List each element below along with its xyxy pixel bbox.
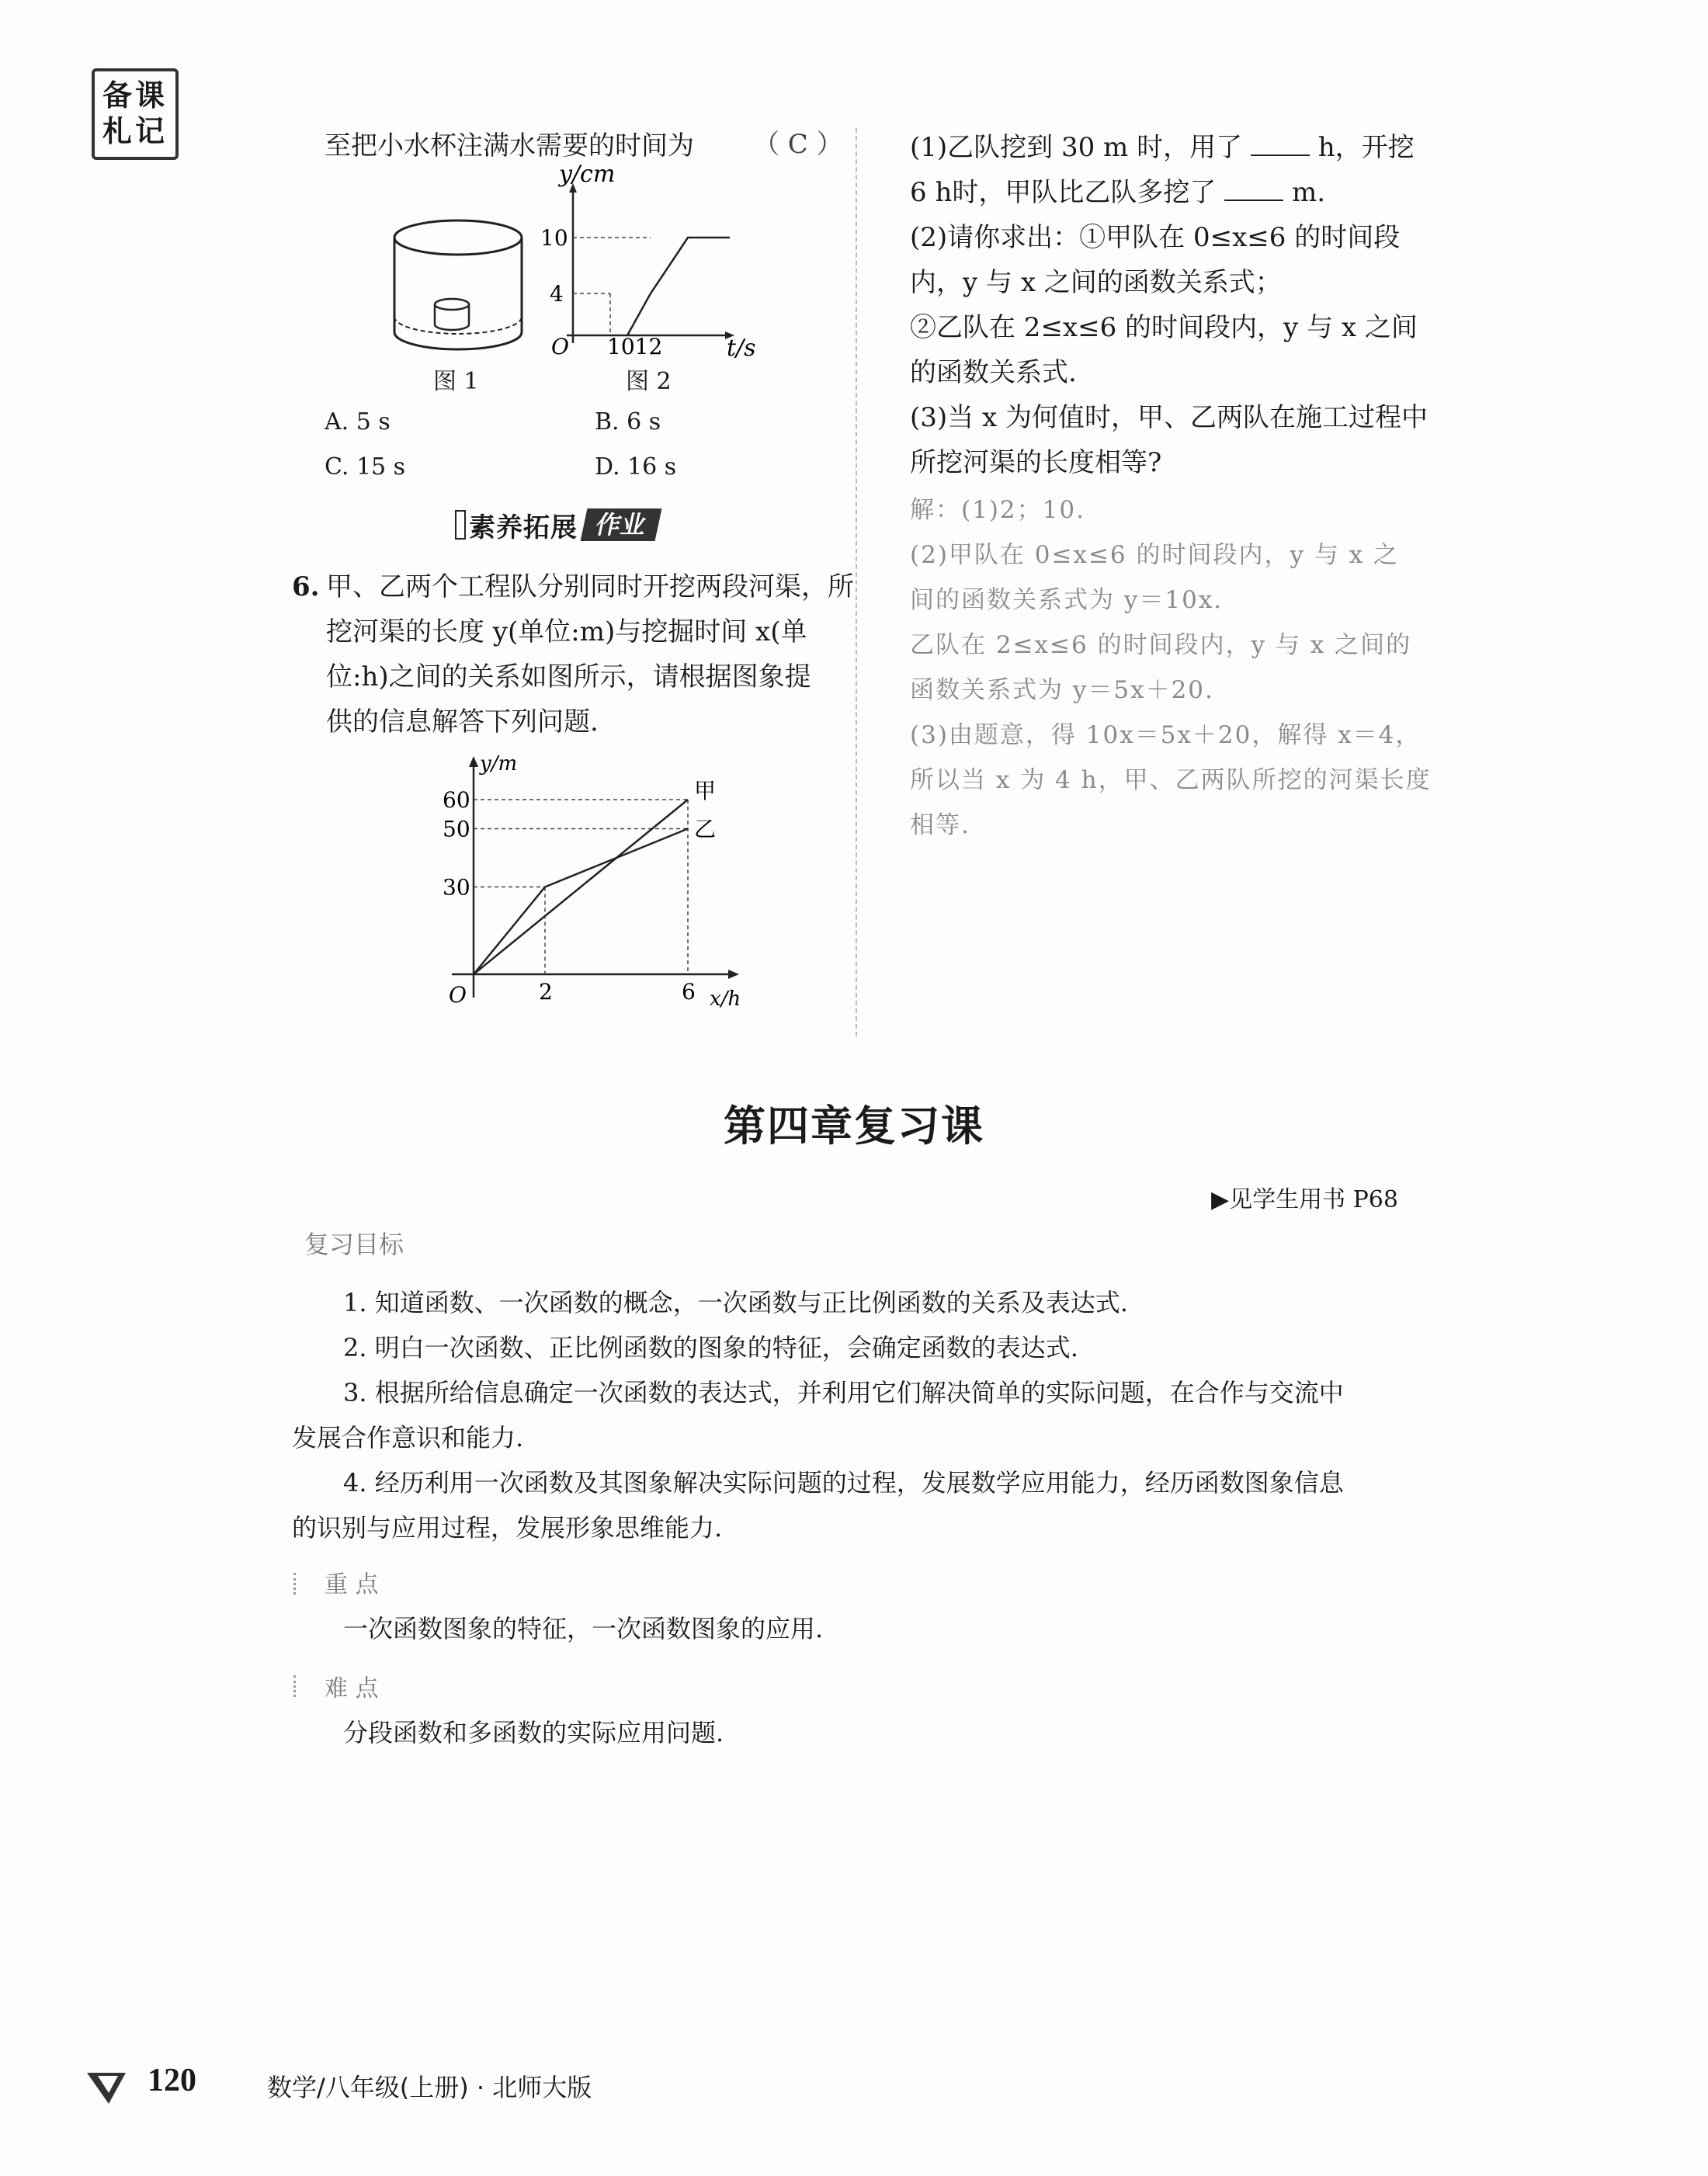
q6-right-line-3: (2)请你求出：①甲队在 0≤x≤6 的时间段 — [910, 222, 1401, 253]
x-axis-arrow — [728, 970, 739, 979]
key-marker — [293, 1573, 298, 1595]
figure-2-graph — [536, 161, 784, 362]
y-tick-30: 30 — [443, 874, 470, 901]
y-tick-60: 60 — [443, 787, 470, 813]
option-c: C. 15 s — [325, 453, 406, 481]
goal-1: 1. 知道函数、一次函数的概念，一次函数与正比例函数的关系及表达式. — [343, 1288, 1128, 1317]
goal-2: 2. 明白一次函数、正比例函数的图象的特征，会确定函数的表达式. — [343, 1333, 1078, 1362]
option-a: A. 5 s — [325, 408, 391, 436]
chapter-title: 第四章复习课 — [724, 1102, 984, 1150]
x-tick-2: 2 — [539, 979, 553, 1005]
page-corner-icon — [81, 2065, 135, 2108]
goal-4-cont: 的识别与应用过程，发展形象思维能力. — [292, 1513, 723, 1543]
answer-blank-2[interactable] — [1224, 176, 1283, 201]
q6-line-4: 供的信息解答下列问题. — [326, 706, 599, 737]
q6-right-line-8: 所挖河渠的长度相等? — [910, 447, 1162, 478]
figure-2-caption: 图 2 — [626, 368, 672, 395]
q6-r2b: m. — [1291, 177, 1326, 208]
solution-line-5: 函数关系式为 y＝5x＋20. — [910, 676, 1214, 704]
q5-stem: 至把小水杯注满水需要的时间为 — [325, 130, 694, 161]
notes-stamp — [92, 68, 179, 160]
y-axis-label: y/m — [480, 752, 518, 776]
q6-line-3: 位:h)之间的关系如图所示，请根据图象提 — [326, 661, 811, 692]
solution-line-8: 相等. — [910, 811, 970, 839]
option-b: B. 6 s — [595, 408, 661, 436]
figure-1-caption: 图 1 — [433, 368, 479, 395]
banner-right: 作业 — [581, 508, 662, 541]
solution-line-3: 间的函数关系式为 y＝10x. — [910, 586, 1224, 614]
option-d: D. 16 s — [595, 453, 677, 481]
banner-marker-icon — [455, 510, 466, 540]
y-axis-arrow — [469, 756, 478, 767]
origin-label: O — [449, 982, 467, 1008]
series-label-1: 乙 — [694, 816, 717, 842]
x-tick-6: 6 — [682, 979, 696, 1005]
answer-blank-1[interactable] — [1251, 131, 1310, 156]
fig2-tick-4: 4 — [550, 281, 564, 307]
solution-line-6: (3)由题意，得 10x＝5x＋20，解得 x＝4， — [910, 721, 1422, 749]
solution-line-4: 乙队在 2≤x≤6 的时间段内，y 与 x 之间的 — [910, 631, 1412, 659]
figure-1-cylinder — [388, 216, 528, 356]
fig2-tick-10: 10 — [540, 225, 568, 251]
stamp-line-2: 札记 — [102, 113, 168, 148]
goal-3-cont: 发展合作意识和能力. — [292, 1423, 524, 1452]
fig2-x-ticks: 1012 — [607, 334, 663, 359]
goal-4: 4. 经历利用一次函数及其图象解决实际问题的过程，发展数学应用能力，经历函数图象信息 — [343, 1468, 1344, 1498]
q6-right-line-6: 的函数关系式. — [910, 357, 1077, 388]
fig2-x-label: t/s — [727, 335, 756, 362]
stamp-line-1: 备课 — [102, 78, 168, 113]
difficulty-heading: 难 点 — [325, 1675, 379, 1702]
goals-heading: 复习目标 — [304, 1230, 404, 1259]
student-book-ref: ▶见学生用书 P68 — [1211, 1186, 1398, 1213]
q6-number: 6. — [292, 571, 320, 602]
series-label-0: 甲 — [694, 778, 717, 803]
q6-line-2: 挖河渠的长度 y(单位:m)与挖掘时间 x(单 — [326, 616, 807, 647]
q6-right-line-5: ②乙队在 2≤x≤6 的时间段内，y 与 x 之间 — [910, 312, 1418, 343]
section-banner — [455, 508, 658, 542]
q6-right-line-4: 内，y 与 x 之间的函数关系式； — [910, 267, 1282, 298]
solution-line-2: (2)甲队在 0≤x≤6 的时间段内，y 与 x 之 — [910, 541, 1400, 569]
q6-right-line-2 — [910, 169, 1325, 216]
book-info: 数学/八年级(上册) · 北师大版 — [267, 2073, 592, 2102]
y-tick-50: 50 — [443, 816, 470, 842]
x-axis-label: x/h — [710, 987, 741, 1011]
q6-right-line-1 — [910, 124, 1415, 171]
page-number: 120 — [148, 2063, 196, 2098]
key-text: 一次函数图象的特征，一次函数图象的应用. — [343, 1614, 824, 1643]
q6-right-line-7: (3)当 x 为何值时，甲、乙两队在施工过程中 — [910, 402, 1428, 433]
q6-r1a: (1)乙队挖到 30 m 时，用了 — [910, 132, 1243, 163]
q6-line-1: 甲、乙两个工程队分别同时开挖两段河渠，所 — [326, 571, 854, 602]
difficulty-marker — [293, 1675, 298, 1697]
column-divider — [856, 128, 857, 1036]
solution-line-1: 解：(1)2；10. — [910, 496, 1085, 524]
fig2-origin: O — [551, 334, 569, 359]
q6-line-chart — [427, 752, 741, 1025]
q6-r2a: 6 h时，甲队比乙队多挖了 — [910, 177, 1217, 208]
difficulty-text: 分段函数和多函数的实际应用问题. — [343, 1718, 724, 1747]
goal-3: 3. 根据所给信息确定一次函数的表达式，并利用它们解决简单的实际问题，在合作与交流中 — [343, 1378, 1344, 1407]
banner-left: 素养拓展 — [469, 512, 578, 543]
q5-answer: （ C ） — [753, 129, 843, 160]
series-line-1 — [474, 829, 688, 975]
q6-r1b: h，开挖 — [1317, 132, 1415, 163]
solution-line-7: 所以当 x 为 4 h，甲、乙两队所挖的河渠长度 — [910, 766, 1432, 794]
series-line-0 — [474, 800, 688, 974]
key-heading: 重 点 — [325, 1571, 379, 1598]
fig2-y-label: y/cm — [559, 161, 616, 188]
